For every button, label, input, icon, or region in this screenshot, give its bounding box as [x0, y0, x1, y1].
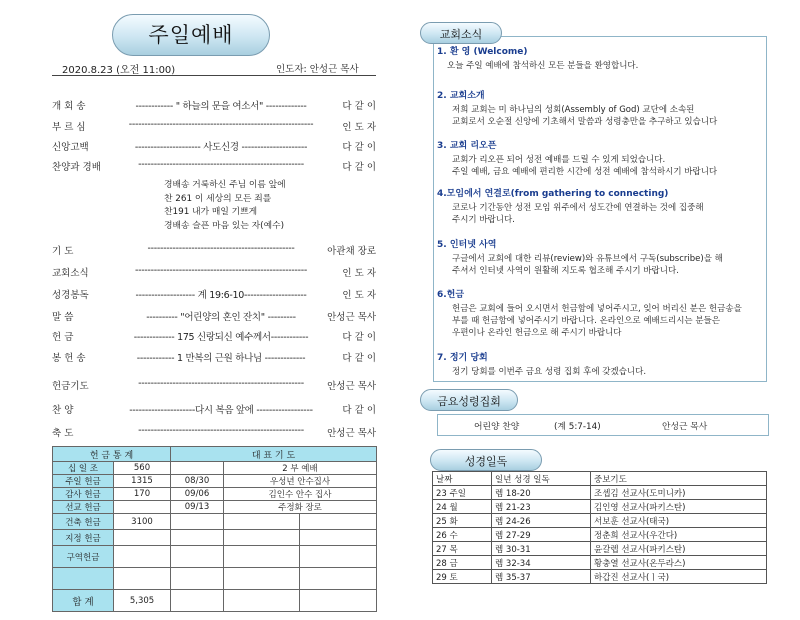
order-item-person: 안성근 목사 — [327, 381, 376, 392]
news-line: 저희 교회는 미 하나님의 성회(Assembly of God) 교단에 소속된 — [452, 105, 695, 115]
table-row — [433, 528, 767, 542]
empty-cell — [224, 530, 300, 546]
prayer-missionary: 하갑진 선교사(ㅣ국) — [591, 570, 767, 584]
offering-amount — [114, 501, 171, 514]
order-item-person: 다 같 이 — [342, 405, 376, 416]
offering-label: 건축 헌금 — [53, 514, 114, 530]
bible-reading-table — [432, 471, 767, 584]
friday-theme: 어린양 찬양 — [474, 422, 520, 432]
empty-cell — [53, 568, 114, 590]
order-item-name: 말 씀 — [52, 312, 74, 323]
song-line: 경배송 거룩하신 주님 이름 앞에 — [164, 180, 286, 190]
offering-label: 주일 헌금 — [53, 475, 114, 488]
table-row — [53, 462, 377, 475]
news-line: 주일 예배, 금요 예배에 편리한 시간에 성전 예배에 참석하시기 바랍니다 — [452, 167, 718, 177]
reading-day: 28 금 — [433, 556, 492, 570]
prayer-date: 08/30 — [171, 475, 224, 488]
church-news-banner — [420, 22, 502, 44]
col-header: 일년 성경 일독 — [492, 472, 591, 486]
offering-label: 지정 헌금 — [53, 530, 114, 546]
reading-passage: 렘 21-23 — [492, 500, 591, 514]
empty-cell — [224, 546, 300, 568]
order-item-detail: ------------- 175 신랑되신 예수께서------------ — [133, 332, 309, 343]
order-item-detail: ----------------------------------------------------- — [138, 425, 304, 436]
reading-day: 23 주일 — [433, 486, 492, 500]
empty-cell — [300, 514, 377, 530]
prayer-date: 09/06 — [171, 488, 224, 501]
order-item-detail: ----------------------------------------------- — [147, 243, 295, 254]
prayer-name: 2 부 예배 — [224, 462, 377, 475]
table-row — [53, 501, 377, 514]
reading-passage: 렘 30-31 — [492, 542, 591, 556]
offering-label: 감사 헌금 — [53, 488, 114, 501]
empty-cell — [171, 546, 224, 568]
bible-reading-banner — [430, 449, 542, 471]
order-item-name: 부 르 심 — [52, 122, 86, 133]
order-item-person: 다 같 이 — [342, 101, 376, 112]
table-row — [53, 530, 377, 546]
offering-label: 구역헌금 — [53, 546, 114, 568]
table-header-row — [433, 472, 767, 486]
prayer-missionary: 조셉김 선교사(도미니카) — [591, 486, 767, 500]
news-line: 주셔서 인터넷 사역이 원활해 지도록 협조해 주시기 바랍니다. — [452, 266, 679, 276]
bible-reading-title: 성경일독 — [464, 455, 508, 468]
order-item-name: 교회소식 — [52, 268, 89, 279]
empty-cell — [114, 568, 171, 590]
offering-amount: 170 — [114, 488, 171, 501]
prayer-name: 김인수 안수 집사 — [224, 488, 377, 501]
order-item-name: 성경봉독 — [52, 290, 89, 301]
song-line: 경배송 슬픈 마음 있는 자(예수) — [164, 220, 285, 231]
praise-song-list — [164, 179, 286, 233]
service-date: 2020.8.23 (오전 11:00) — [62, 65, 176, 76]
order-item-person: 안성근 목사 — [327, 428, 376, 439]
prayer-missionary: 황충열 선교사(온두라스) — [591, 556, 767, 570]
empty-cell — [300, 568, 377, 590]
total-label: 합 계 — [53, 590, 114, 612]
table-row — [53, 514, 377, 530]
order-item-person: 인 도 자 — [342, 122, 376, 133]
song-line: 찬191 내가 매일 기쁘게 — [164, 207, 258, 217]
news-heading: 4.모임에서 연결로(from gathering to connecting) — [437, 189, 669, 199]
reading-day: 26 수 — [433, 528, 492, 542]
reading-day: 25 화 — [433, 514, 492, 528]
table-row — [433, 486, 767, 500]
friday-banner — [420, 389, 518, 411]
order-item-person: 다 같 이 — [342, 142, 376, 153]
offering-amount: 3100 — [114, 514, 171, 530]
order-item-name: 개 회 송 — [52, 101, 86, 112]
prayer-missionary: 서보훈 선교사(태국) — [591, 514, 767, 528]
news-line: 구글에서 교회에 대한 리뷰(review)와 유튜브에서 구독(subscribe)을 해 — [452, 254, 723, 264]
col-header: 날짜 — [433, 472, 492, 486]
news-line: 우편이나 온라인 헌금으로 해 주시기 바랍니다 — [452, 328, 622, 338]
order-item-detail: ------------ " 하늘의 문을 여소서" ------------- — [135, 101, 307, 112]
news-heading: 3. 교회 리오픈 — [437, 141, 497, 151]
empty-cell — [300, 590, 377, 612]
col-header: 중보기도 — [591, 472, 767, 486]
table-row — [53, 488, 377, 501]
table-row — [433, 500, 767, 514]
order-item-detail: ----------------------------------------------------- — [138, 378, 304, 389]
news-heading: 5. 인터넷 사역 — [437, 240, 497, 250]
order-item-name: 찬 양 — [52, 405, 74, 416]
prayer-missionary: 김인영 선교사(파키스탄) — [591, 500, 767, 514]
news-line: 교회로서 오순절 신앙에 기초해서 말씀과 성령충만을 추구하고 있습니다 — [452, 117, 718, 127]
friday-title: 금요성령집회 — [437, 395, 501, 408]
offering-header: 헌 금 통 계 — [53, 447, 171, 462]
reading-day: 29 토 — [433, 570, 492, 584]
news-heading: 1. 환 영 (Welcome) — [437, 47, 528, 57]
order-item-name: 봉 헌 송 — [52, 353, 86, 364]
order-item-detail: ---------- "어린양의 혼인 잔치" --------- — [146, 312, 296, 323]
prayer-missionary: 윤갈렙 선교사(파키스탄) — [591, 542, 767, 556]
prayer-name: 우성년 안수집사 — [224, 475, 377, 488]
table-row — [433, 542, 767, 556]
order-item-name: 기 도 — [52, 246, 74, 257]
song-line: 찬 261 이 세상의 모든 죄를 — [164, 193, 272, 204]
church-news-title: 교회소식 — [439, 28, 483, 41]
prayer-missionary: 정춘희 선교사(우간다) — [591, 528, 767, 542]
empty-cell — [171, 530, 224, 546]
table-row — [433, 570, 767, 584]
news-line: 주시기 바랍니다. — [452, 215, 515, 225]
order-item-person: 아관채 장로 — [327, 246, 376, 257]
order-item-name: 헌금기도 — [52, 381, 89, 392]
reading-day: 27 목 — [433, 542, 492, 556]
news-line: 정기 당회를 이번주 금요 성령 집회 후에 갖겠습니다. — [452, 367, 647, 377]
offering-amount — [114, 546, 171, 568]
friday-verse: (계 5:7-14) — [554, 422, 601, 432]
offering-label: 선교 헌금 — [53, 501, 114, 514]
order-item-name: 찬양과 경배 — [52, 162, 101, 173]
page-title-banner — [112, 14, 270, 56]
prayer-header: 대 표 기 도 — [171, 447, 377, 462]
order-item-name: 헌 금 — [52, 332, 74, 343]
order-item-detail: ---------------------다시 복음 앞에 ------------------ — [129, 405, 313, 416]
reading-passage: 렘 27-29 — [492, 528, 591, 542]
news-heading: 7. 정기 당회 — [437, 353, 488, 363]
header-divider — [52, 75, 376, 76]
order-item-person: 다 같 이 — [342, 332, 376, 343]
news-line: 코로나 기간동안 성전 모임 위주에서 성도간에 연결하는 것에 집중해 — [452, 203, 704, 213]
offering-amount — [114, 530, 171, 546]
order-item-person: 안성근 목사 — [327, 312, 376, 323]
table-row — [53, 568, 377, 590]
order-item-person: 다 같 이 — [342, 162, 376, 173]
reading-passage: 렘 24-26 — [492, 514, 591, 528]
empty-cell — [300, 546, 377, 568]
empty-cell — [171, 568, 224, 590]
order-item-name: 신앙고백 — [52, 142, 89, 153]
empty-cell — [300, 530, 377, 546]
offering-amount: 560 — [114, 462, 171, 475]
offering-table — [52, 446, 377, 612]
reading-day: 24 월 — [433, 500, 492, 514]
reading-passage: 렘 18-20 — [492, 486, 591, 500]
news-line: 헌금은 교회에 들어 오시면서 헌금함에 넣어주시고, 잊어 버리신 분은 헌금송을 — [452, 304, 742, 314]
reading-passage: 렘 35-37 — [492, 570, 591, 584]
order-item-detail: --------------------- 사도신경 --------------------- — [134, 142, 308, 153]
table-row — [53, 546, 377, 568]
empty-cell — [224, 590, 300, 612]
table-row — [433, 556, 767, 570]
news-line: 교회가 리오픈 되어 성전 예배를 드릴 수 있게 되었습니다. — [452, 155, 666, 165]
prayer-date — [171, 462, 224, 475]
order-item-person: 다 같 이 — [342, 353, 376, 364]
empty-cell — [171, 514, 224, 530]
empty-cell — [224, 568, 300, 590]
order-item-name: 축 도 — [52, 428, 74, 439]
friday-speaker: 안성근 목사 — [662, 422, 708, 432]
service-leader: 인도자: 안성근 목사 — [276, 64, 359, 75]
order-item-detail: ------------ 1 만복의 근원 하나님 ------------- — [136, 353, 306, 364]
empty-cell — [171, 590, 224, 612]
order-item-detail: ----------------------------------------------------- — [138, 159, 304, 170]
news-line: 부를 때 헌금함에 넣어주시기 바랍니다. 온라인으로 예배드리시는 분들은 — [452, 316, 720, 326]
prayer-name: 주정화 장로 — [224, 501, 377, 514]
total-value: 5,305 — [114, 590, 171, 612]
news-heading: 2. 교회소개 — [437, 91, 485, 101]
order-item-person: 인 도 자 — [342, 268, 376, 279]
news-line: 오늘 주일 예배에 참석하신 모든 분들을 환영합니다. — [447, 61, 639, 71]
offering-amount: 1315 — [114, 475, 171, 488]
order-item-detail: ------------------------------------------------------- — [134, 265, 308, 276]
table-row — [53, 590, 377, 612]
page-title: 주일예배 — [148, 23, 234, 47]
order-item-detail: ----------------------------------------------------------- — [128, 119, 314, 130]
empty-cell — [224, 514, 300, 530]
order-item-detail: ------------------- 계 19:6-10-------------------- — [135, 290, 307, 301]
prayer-date: 09/13 — [171, 501, 224, 514]
table-row — [53, 475, 377, 488]
news-heading: 6.헌금 — [437, 290, 465, 300]
offering-label: 십 일 조 — [53, 462, 114, 475]
order-item-person: 인 도 자 — [342, 290, 376, 301]
table-row — [433, 514, 767, 528]
reading-passage: 렘 32-34 — [492, 556, 591, 570]
